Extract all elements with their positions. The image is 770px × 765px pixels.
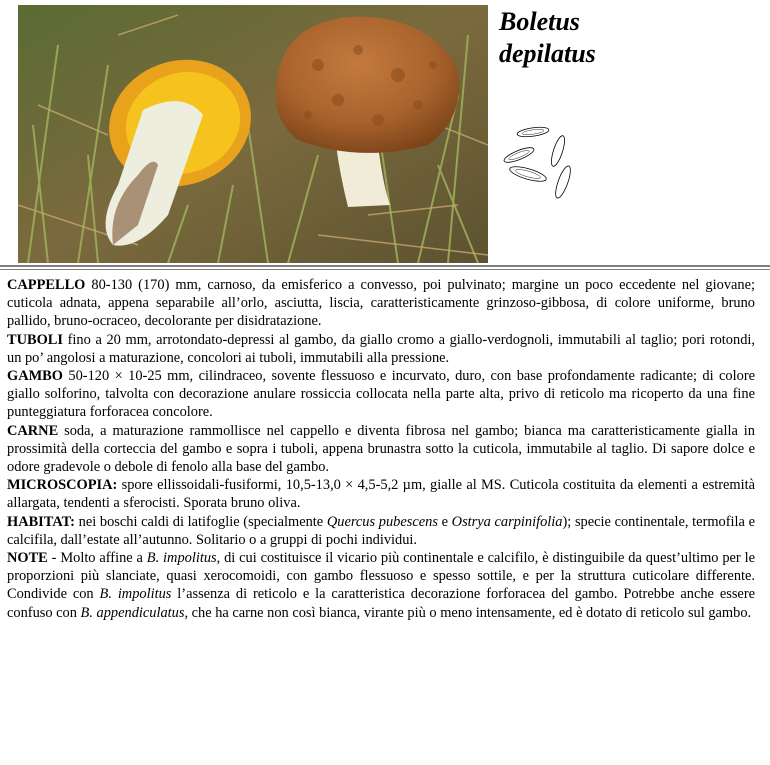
section-label: MICROSCOPIA: [7, 477, 118, 494]
species-name: B. impolitus [99, 586, 172, 603]
section-label: GAMBO [7, 368, 63, 385]
section-text: l’assenza di reticolo e la caratteristica decorazione forforacea del gambo. Potrebbe anche essere confuso con [7, 586, 755, 621]
spore-drawing-icon [500, 122, 580, 204]
section-text: soda, a maturazione rammollisce nel cappello e diventa fibrosa nel gambo; bianca ma caratteristicamente gialla in prossimità della corteccia del gambo e sopra i tuboli, appena brunastra sotto la cuticola, immutabile al taglio. Di sapore dolce e odore gradevole o debole di fenolo alla base del gambo. [7, 422, 755, 476]
section-text: , che ha carne non così bianca, virante più o meno intensamente, ed è dotato di reticolo sul gambo. [184, 604, 752, 621]
section-note [7, 549, 755, 622]
species-name: Quercus pubescens [326, 513, 438, 530]
section-text: ); specie continentale, termofila e calcifila, dall’estate all’autunno. Solitario o a gruppi di pochi individui. [7, 513, 755, 548]
section-tuboli [7, 331, 755, 367]
section-text: - Molto affine a [47, 550, 147, 567]
section-label: CARNE [7, 422, 59, 439]
section-gambo [7, 367, 755, 422]
mushroom-photo [18, 5, 488, 263]
section-habitat [7, 513, 755, 549]
section-label: CAPPELLO [7, 277, 86, 293]
species-title [499, 6, 596, 70]
section-text: fino a 20 mm, arrotondato-depressi al gambo, da giallo cromo a giallo-verdognoli, immutabili al taglio; pori rotondi, un po’ angolosi a maturazione, concolori ai tuboli, immutabili alla pressione. [7, 331, 755, 366]
section-label: HABITAT: [7, 513, 75, 530]
section-text: , di cui costituisce il vicario più continentale e calcifilo, è distinguibile da quest’ultimo per le proporzioni più slanciate, quasi xerocomoidi, con gambo flessuoso e spesso sottile, e per la struttura cuticolare differente. Condivide con [7, 550, 755, 603]
species-name: B. appendiculatus [80, 604, 185, 621]
divider [0, 265, 770, 267]
section-text: e [437, 513, 452, 530]
section-label: TUBOLI [7, 331, 63, 348]
species-name: Ostrya carpinifolia [451, 513, 563, 530]
species-name: B. impolitus [146, 550, 217, 567]
section-text: nei boschi caldi di latifoglie (specialmente [74, 513, 327, 530]
title-species: depilatus [499, 39, 596, 68]
title-genus: Boletus [499, 7, 580, 36]
section-microscopia [7, 476, 755, 512]
section-text: 80-130 (170) mm, carnoso, da emisferico a convesso, poi pulvinato; margine un poco eccedente nel giovane; cuticola adnata, appena separabile all’orlo, asciutta, liscia, caratteristicamente grinzoso-gibbosa, di colore uniforme, bruno pallido, bruno-ocraceo, decolorante per disidratazione. [7, 277, 755, 330]
divider-thin [0, 269, 770, 270]
section-cappello [7, 276, 755, 331]
section-text: 50-120 × 10-25 mm, cilindraceo, sovente flessuoso e incurvato, duro, con base profondamente radicante; di colore giallo solforino, talvolta con decorazione anulare rossiccia collocata nella parte alta, privo di reticolo ma ricoperto da una fine punteggiatura forforacea concolore. [7, 368, 755, 421]
section-carne [7, 422, 755, 477]
section-label: NOTE [7, 550, 48, 567]
species-description [7, 276, 755, 622]
section-text: spore ellissoidali-fusiformi, 10,5-13,0 × 4,5-5,2 µm, gialle al MS. Cuticola costituita da elementi a estremità allargata, tendenti a sferocisti. Sporata bruno oliva. [7, 477, 755, 512]
